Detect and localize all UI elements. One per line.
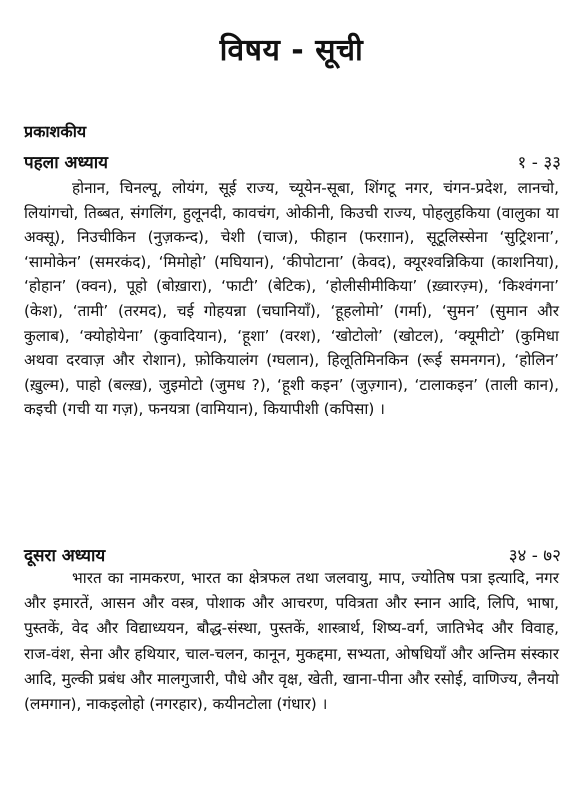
chapter-2-page-range: ३४ - ७२ xyxy=(508,546,561,566)
chapter-1-heading xyxy=(24,150,561,173)
chapter-1-title: पहला अध्याय xyxy=(24,153,109,173)
chapter-1-page-range: १ - ३३ xyxy=(517,153,561,173)
chapter-2-title: दूसरा अध्याय xyxy=(24,546,106,566)
chapter-1-topics: होनान, चिनल्पू, लोयंग, सूई राज्य, च्यूयेन-सूबा, शिंगटू नगर, चंगन-प्रदेश, लानचो, लियांगचो, तिब्बत, संगलिंग, हुलूनदी, कावचंग, ओकीनी, किउची राज्य, पोहलुहकिया (वालुका या अक्सू), निउचीकिन (नुज़कन्द), चेशी (चाज), फीहान (फरग़ान), सूटूलिस्सेना ‘सुट्रिशना’, ‘सामोकेन’ (समरकंद), ‘मिमोहो’ (मघियान), ‘कीपोटाना’ (केवद), क्यूरश्वन्निकिया (काशनिया), ‘होहान’ (क्वन), पूहो (बोख़ारा), ‘फाटी’ (बेटिक), ‘होलीसीमीकिया’ (ख़्वारज़्म), ‘किश्वंगना’ (केश), ‘तामी’ (तरमद), चई गोहयन्ना (चघानियाँ), ‘हूहलोमो’ (गर्मा), ‘सुमन’ (सुमान और कुलाब), ‘क्योहोयेना’ (कुवादियान), ‘हूशा’ (वरश), ‘खोटोलो’ (खोटल), ‘क्यूमीटो’ (कुमिधा अथवा दरवाज़ और रोशान), फ़ोकियालंग (ग्घलान), हिलूतिमिनकिन (रूई समनगन), ‘होलिन’ (ख़ुल्म), पाहो (बल्ख़), जुइमोटो (जुमध ?), ‘हूशी कइन’ (जुज़्गान), ‘टालाकइन’ (ताली कान), कइची (गची या गज़), फनयत्रा (वामियान), कियापीशी (कपिसा) । xyxy=(24,179,559,419)
page-title: विषय - सूची xyxy=(219,33,364,68)
chapter-2-heading xyxy=(24,543,561,566)
chapter-2-topics: भारत का नामकरण, भारत का क्षेत्रफल तथा जलवायु, माप, ज्योतिष पत्रा इत्यादि, नगर और इमारतें, आसन और वस्त्र, पोशाक और आचरण, पवित्रता और स्नान आदि, लिपि, भाषा, पुस्तकें, वेद और विद्याध्ययन, बौद्ध-संस्था, पुस्तकें, शास्त्रार्थ, शिष्य-वर्ग, जातिभेद और विवाह, राज-वंश, सेना और हथियार, चाल-चलन, कानून, मुकद्दमा, सभ्यता, ओषधियाँ और अन्तिम संस्कार आदि, मुल्की प्रबंध और मालगुजारी, पौधे और वृक्ष, खेती, खाना-पीना और रसोई, वाणिज्य, लैनयो (लमगान), नाकइलोहो (नगरहार), कयीनटोला (गंधार) । xyxy=(24,569,559,714)
preface-entry: प्रकाशकीय xyxy=(24,122,87,141)
